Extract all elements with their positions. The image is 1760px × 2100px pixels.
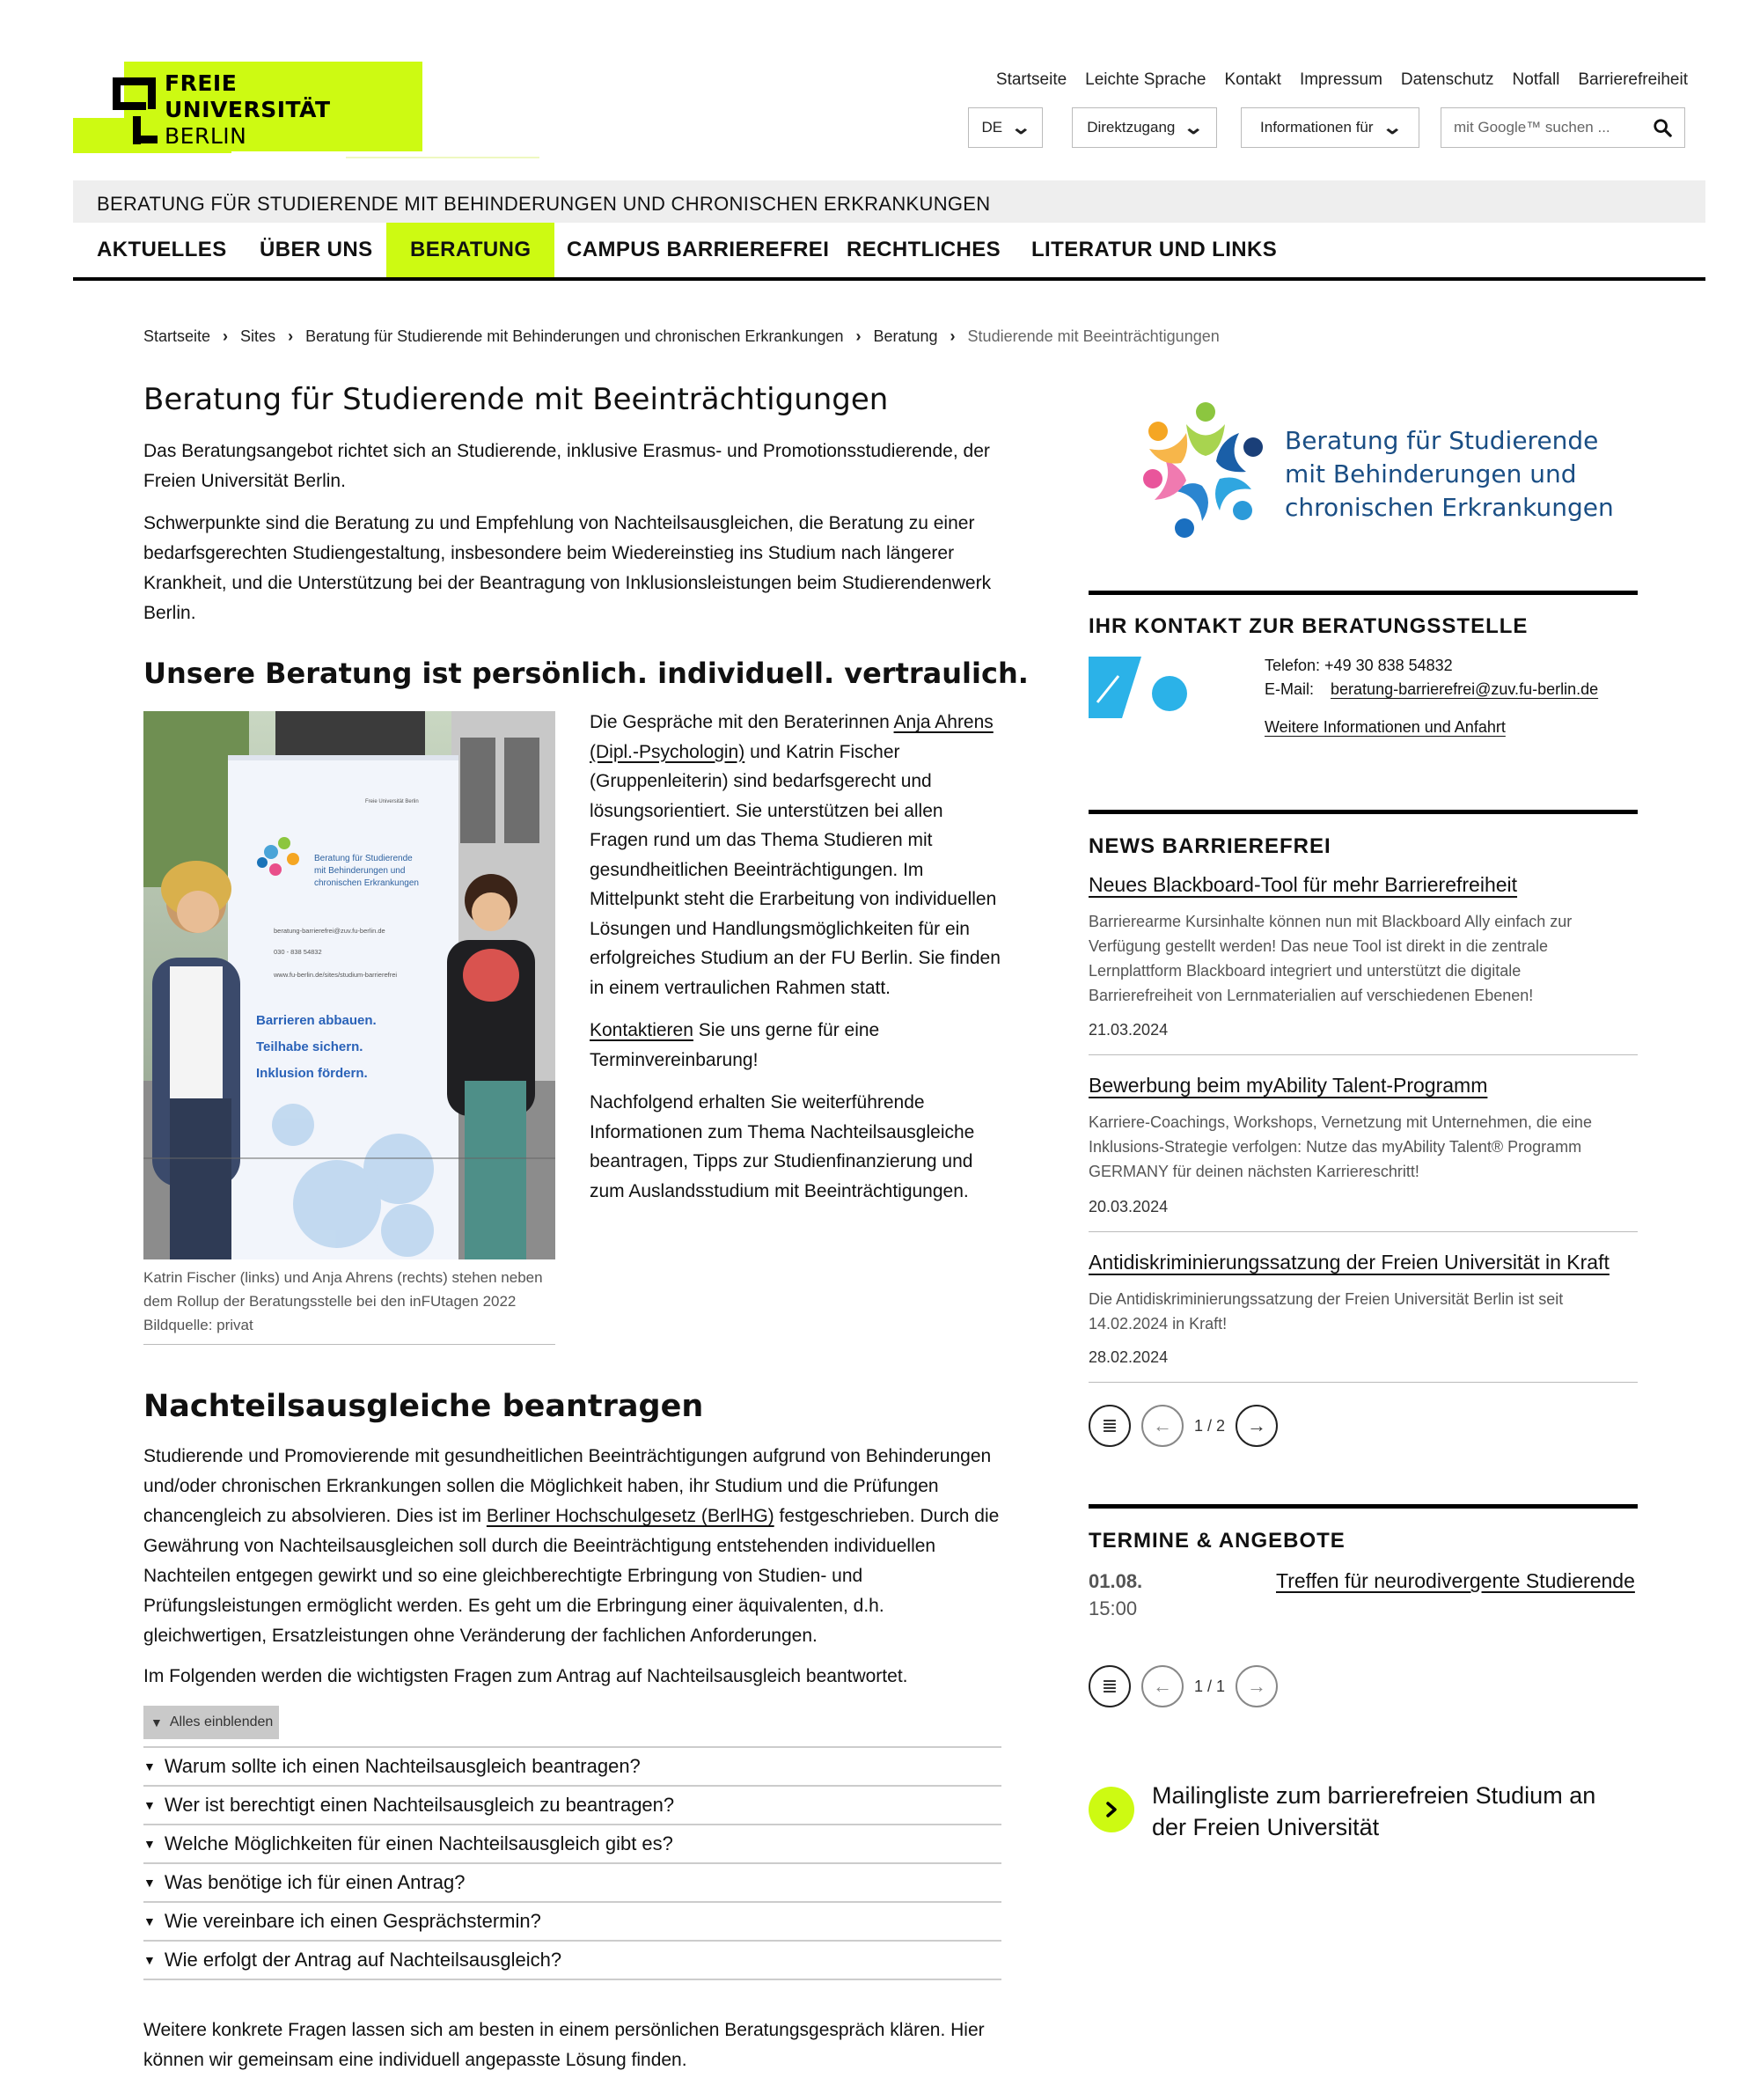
rollup-slogan: Barrieren abbauen. <box>256 1013 377 1028</box>
triangle-down-icon: ▼ <box>143 1953 156 1967</box>
faq-intro: Im Folgenden werden die wichtigsten Fragen zum Antrag auf Nachteilsausgleich beantwortet. <box>143 1666 908 1686</box>
rollup-web: www.fu-berlin.de/sites/studium-barrierefrei <box>274 971 398 979</box>
faq-item[interactable] <box>143 1864 1001 1903</box>
logo-mark <box>148 77 156 109</box>
news-page-indicator: 1 / 2 <box>1194 1416 1226 1435</box>
focus-paragraph: Schwerpunkte sind die Beratung zu und Empfehlung von Nachteilsausgleichen, die Beratung zu einer bedarfsgerechten Studiengestaltung, insbesondere beim Wiedereinstieg ins Studium nach längerer Krankheit, und die Unterstützung bei der Beantragung von Inklusionsleistungen beim Studierendenwerk Berlin. <box>143 513 992 623</box>
service-nav <box>996 70 1688 90</box>
mailing-list-label: Mailingliste zum barrierefreien Studium an der Freien Universität <box>1152 1782 1596 1840</box>
divider <box>1089 1382 1638 1383</box>
photo-caption: Katrin Fischer (links) und Anja Ahrens (rechts) stehen neben dem Rollup der Beratungsstelle bei den inFUtagen 2022 Bildquelle: privat <box>143 1266 555 1345</box>
logo-mark <box>133 136 158 143</box>
news-pager <box>1089 1405 1278 1447</box>
nav-rechtliches[interactable]: RECHTLICHES <box>847 238 1001 261</box>
breadcrumb-current: Studierende mit Beeinträchtigungen <box>967 327 1220 345</box>
contact-paragraph <box>590 1016 1003 1075</box>
prev-arrow-icon[interactable]: ← <box>1141 1405 1184 1447</box>
news-box-title: NEWS BARRIEREFREI <box>1089 834 1331 858</box>
logo-mark <box>113 102 146 110</box>
section-header <box>73 180 1705 223</box>
news-item-title[interactable]: Antidiskriminierungssatzung der Freien Universität in Kraft <box>1089 1251 1610 1274</box>
link-anja-ahrens[interactable]: Anja Ahrens (Dipl.-Psychologin) <box>590 712 994 762</box>
link-barrierefreiheit[interactable]: Barrierefreiheit <box>1578 70 1688 89</box>
section2-text-post: festgeschrieben. Durch die Gewährung von Nachteilsausgleichen soll durch die Beeinträchtigung entstehenden individuellen Nachteilen entgegen gewirkt und so eine gleichberechtigte Erbringung von Studien- und Prüfungsleistungen ermöglicht werden. Es geht um die Erbringung einer äquivalenten, d.h. gleichwertigen, Ersatzleistungen ohne Veränderung der fachlichen Anforderungen. <box>143 1506 1000 1646</box>
list-view-icon[interactable]: ≣ <box>1089 1405 1131 1447</box>
news-item-text: Karriere-Coachings, Workshops, Vernetzung mit Unternehmen, die eine Inklusions-Strategie verfolgen: Nutze das myAbility Talent® Programm GERMANY für deinen nächsten Karriereschritt! <box>1089 1113 1592 1180</box>
logo-divider <box>346 157 539 158</box>
rollup-title: Beratung für Studierende <box>314 854 413 863</box>
link-impressum[interactable]: Impressum <box>1299 70 1382 89</box>
triangle-down-icon: ▼ <box>143 1876 156 1890</box>
rollup-slogan: Inklusion fördern. <box>256 1066 368 1081</box>
faq-item[interactable] <box>143 1903 1001 1942</box>
chevron-right-icon: › <box>855 327 862 345</box>
counseling-logo-text: Beratung für Studierende mit Behinderungen und chronischen Erkrankungen <box>1285 426 1614 522</box>
intro-paragraph: Das Beratungsangebot richtet sich an Studierende, inklusive Erasmus- und Promotionsstudierende, der Freien Universität Berlin. <box>143 441 990 491</box>
event-title-link[interactable]: Treffen für neurodivergente Studierende <box>1276 1569 1635 1592</box>
chevron-down-icon: ⌄ <box>1381 116 1403 138</box>
event-time: 15:00 <box>1089 1597 1138 1619</box>
main-nav <box>73 223 1705 281</box>
news-item-date: 28.02.2024 <box>1089 1348 1169 1366</box>
contact-box-title: IHR KONTAKT ZUR BERATUNGSSTELLE <box>1089 614 1529 638</box>
breadcrumb-item[interactable]: Beratung für Studierende mit Behinderungen und chronischen Erkrankungen <box>305 327 844 345</box>
events-page-indicator: 1 / 1 <box>1194 1677 1226 1695</box>
faq-item[interactable] <box>143 1825 1001 1864</box>
people-circle-icon <box>1135 398 1276 539</box>
contact-email-link[interactable]: beratung-barrierefrei@zuv.fu-berlin.de <box>1331 680 1599 698</box>
faq-question: Wie vereinbare ich einen Gesprächstermin? <box>164 1910 541 1932</box>
language-label: DE <box>981 119 1003 136</box>
triangle-down-icon: ▼ <box>143 1798 156 1812</box>
link-kontaktieren[interactable]: Kontaktieren <box>590 1020 693 1040</box>
search-icon[interactable] <box>1653 118 1672 137</box>
logo-wordmark: FREIE UNIVERSITÄT BERLIN <box>165 70 331 149</box>
link-berlhg[interactable]: Berliner Hochschulgesetz (BerlHG) <box>486 1506 774 1526</box>
triangle-down-icon: ▼ <box>150 1715 163 1729</box>
next-arrow-icon[interactable]: → <box>1236 1665 1278 1707</box>
mailing-list-link[interactable] <box>1089 1780 1634 1843</box>
contact-box-rule <box>1089 591 1638 595</box>
triangle-down-icon: ▼ <box>143 1759 156 1773</box>
news-item-title[interactable]: Neues Blackboard-Tool für mehr Barrierefreiheit <box>1089 873 1518 896</box>
rollup-phone: 030 - 838 54832 <box>274 948 322 956</box>
rollup-slogan: Teilhabe sichern. <box>256 1039 363 1054</box>
language-select[interactable] <box>968 107 1043 148</box>
nav-aktuelles[interactable]: AKTUELLES <box>97 238 227 261</box>
section2-paragraph <box>143 1442 1001 1651</box>
nav-campus-barrierefrei[interactable]: CAMPUS BARRIEREFREI <box>567 238 830 261</box>
faq-question: Wer ist berechtigt einen Nachteilsausgleich zu beantragen? <box>164 1794 675 1816</box>
faq-question: Welche Möglichkeiten für einen Nachteilsausgleich gibt es? <box>164 1832 673 1854</box>
link-kontakt[interactable]: Kontakt <box>1224 70 1281 89</box>
more-info-link[interactable]: Weitere Informationen und Anfahrt <box>1265 718 1506 736</box>
events-box-title: TERMINE & ANGEBOTE <box>1089 1529 1346 1553</box>
faq-question: Was benötige ich für einen Antrag? <box>164 1871 466 1893</box>
info-for-label: Informationen für <box>1260 119 1374 136</box>
nav-literatur-und-links[interactable]: LITERATUR UND LINKS <box>1031 238 1278 261</box>
breadcrumb-item[interactable]: Startseite <box>143 327 211 345</box>
contact-text: Sie uns gerne für eine Terminvereinbarung! <box>590 1020 880 1070</box>
nav-ueber-uns[interactable]: ÜBER UNS <box>260 238 373 261</box>
breadcrumb-item[interactable]: Sites <box>240 327 276 345</box>
nav-beratung[interactable]: BERATUNG <box>386 223 554 277</box>
prev-arrow-icon[interactable]: ← <box>1141 1665 1184 1707</box>
further-info-paragraph: Nachfolgend erhalten Sie weiterführende Informationen zum Thema Nachteilsausgleiche beantragen, Tipps zur Studienfinanzierung und zum Auslandsstudium mit Beeinträchtigungen. <box>590 1092 975 1201</box>
counseling-paragraph <box>590 708 1003 1002</box>
events-pager <box>1089 1665 1278 1707</box>
news-item-text: Die Antidiskriminierungssatzung der Freien Universität Berlin ist seit 14.02.2024 in Kraft! <box>1089 1290 1564 1333</box>
direct-access-label: Direktzugang <box>1087 119 1176 136</box>
rollup-email: beratung-barrierefrei@zuv.fu-berlin.de <box>274 927 385 935</box>
news-item-title[interactable]: Bewerbung beim myAbility Talent-Programm <box>1089 1074 1488 1097</box>
next-arrow-icon[interactable]: → <box>1236 1405 1278 1447</box>
chevron-right-icon: › <box>223 327 229 345</box>
chevron-right-icon: › <box>950 327 956 345</box>
rollup-brand: Freie Universität Berlin <box>365 799 419 804</box>
event-date: 01.08. <box>1089 1570 1143 1592</box>
direct-access-dropdown[interactable] <box>1072 107 1217 148</box>
faq-accordion <box>143 1746 1001 1980</box>
contact-email-row <box>1265 680 1598 699</box>
breadcrumb-item[interactable]: Beratung <box>873 327 938 345</box>
breadcrumb <box>143 327 1220 346</box>
info-for-dropdown[interactable] <box>1241 107 1419 148</box>
rollup-title: chronischen Erkrankungen <box>314 878 419 888</box>
counseling-text-post: und Katrin Fischer (Gruppenleiterin) sind bedarfsgerecht und lösungsorientiert. Sie unterstützen bei allen Fragen rund um das Thema Studieren mit gesundheitlichen Beeinträchtigungen. Im Mittelpunkt steht die Erarbeitung von individuellen Lösungen und Handlungsmöglichkeiten für ein erfolgreiches Studium an der FU Berlin. Sie finden in einem vertraulichen Rahmen statt. <box>590 741 1001 998</box>
page-title: Beratung für Studierende mit Beeinträchtigungen <box>143 382 889 417</box>
contact-phone: Telefon: +49 30 838 54832 <box>1265 657 1453 674</box>
link-startseite[interactable]: Startseite <box>995 70 1067 89</box>
list-view-icon[interactable]: ≣ <box>1089 1665 1131 1707</box>
triangle-down-icon: ▼ <box>143 1837 156 1851</box>
triangle-down-icon: ▼ <box>143 1914 156 1928</box>
section-title[interactable]: BERATUNG FÜR STUDIERENDE MIT BEHINDERUNGEN UND CHRONISCHEN ERKRANKUNGEN <box>97 193 991 215</box>
counselors-photo <box>143 711 555 1259</box>
divider <box>1089 1054 1638 1055</box>
search-input[interactable] <box>1441 107 1685 148</box>
link-notfall[interactable]: Notfall <box>1512 70 1560 89</box>
news-item-text: Barrierearme Kursinhalte können nun mit Blackboard Ally einfach zur Verfügung gestellt werden! Das neue Tool ist direkt in die zentrale Lernplattform Blackboard integriert und unterstützt die digitale Barrierefreiheit von Lernmaterialien auf verschiedenen Ebenen! <box>1089 913 1573 1004</box>
expand-all-button[interactable] <box>143 1706 279 1739</box>
news-box-rule <box>1089 810 1638 814</box>
counseling-text-pre: Die Gespräche mit den Beraterinnen <box>590 712 890 732</box>
outro-paragraph: Weitere konkrete Fragen lassen sich am besten in einem persönlichen Beratungsgespräch klären. Hier können wir gemeinsam eine individuell angepasste Lösung finden. <box>143 2020 985 2070</box>
events-box-rule <box>1089 1504 1638 1509</box>
section-subtitle: Unsere Beratung ist persönlich. individuell. vertraulich. <box>143 657 1029 690</box>
contact-email-label: E-Mail: <box>1265 680 1315 698</box>
rollup-title: mit Behinderungen und <box>314 866 406 876</box>
fu-logo[interactable] <box>73 62 425 158</box>
contact-location-icon <box>1089 657 1190 718</box>
section2-text-pre: Studierende und Promovierende mit gesundheitlichen Beeinträchtigungen aufgrund von Behinderungen und/oder chronischen Erkrankungen sollen die Möglichkeit haben, ihr Studium und die Prüfungen chancengleich zu absolvieren. Dies ist im <box>143 1446 992 1526</box>
chevron-right-icon: › <box>288 327 294 345</box>
faq-question: Wie erfolgt der Antrag auf Nachteilsausgleich? <box>164 1949 562 1971</box>
search-placeholder: mit Google™ suchen ... <box>1454 119 1610 136</box>
faq-item[interactable] <box>143 1787 1001 1825</box>
faq-item[interactable] <box>143 1748 1001 1787</box>
counseling-logo <box>1135 398 1628 539</box>
faq-question: Warum sollte ich einen Nachteilsausgleich beantragen? <box>164 1755 641 1777</box>
section2-title: Nachteilsausgleiche beantragen <box>143 1389 704 1424</box>
link-datenschutz[interactable]: Datenschutz <box>1400 70 1494 89</box>
news-item-date: 21.03.2024 <box>1089 1021 1169 1039</box>
link-leichte-sprache[interactable]: Leichte Sprache <box>1085 70 1206 89</box>
news-item-date: 20.03.2024 <box>1089 1198 1169 1215</box>
divider <box>1089 1231 1638 1232</box>
chevron-down-icon: ⌄ <box>1010 116 1032 138</box>
chevron-right-icon <box>1089 1787 1134 1832</box>
expand-all-label: Alles einblenden <box>169 1715 274 1729</box>
chevron-down-icon: ⌄ <box>1183 116 1205 138</box>
faq-item[interactable] <box>143 1942 1001 1980</box>
